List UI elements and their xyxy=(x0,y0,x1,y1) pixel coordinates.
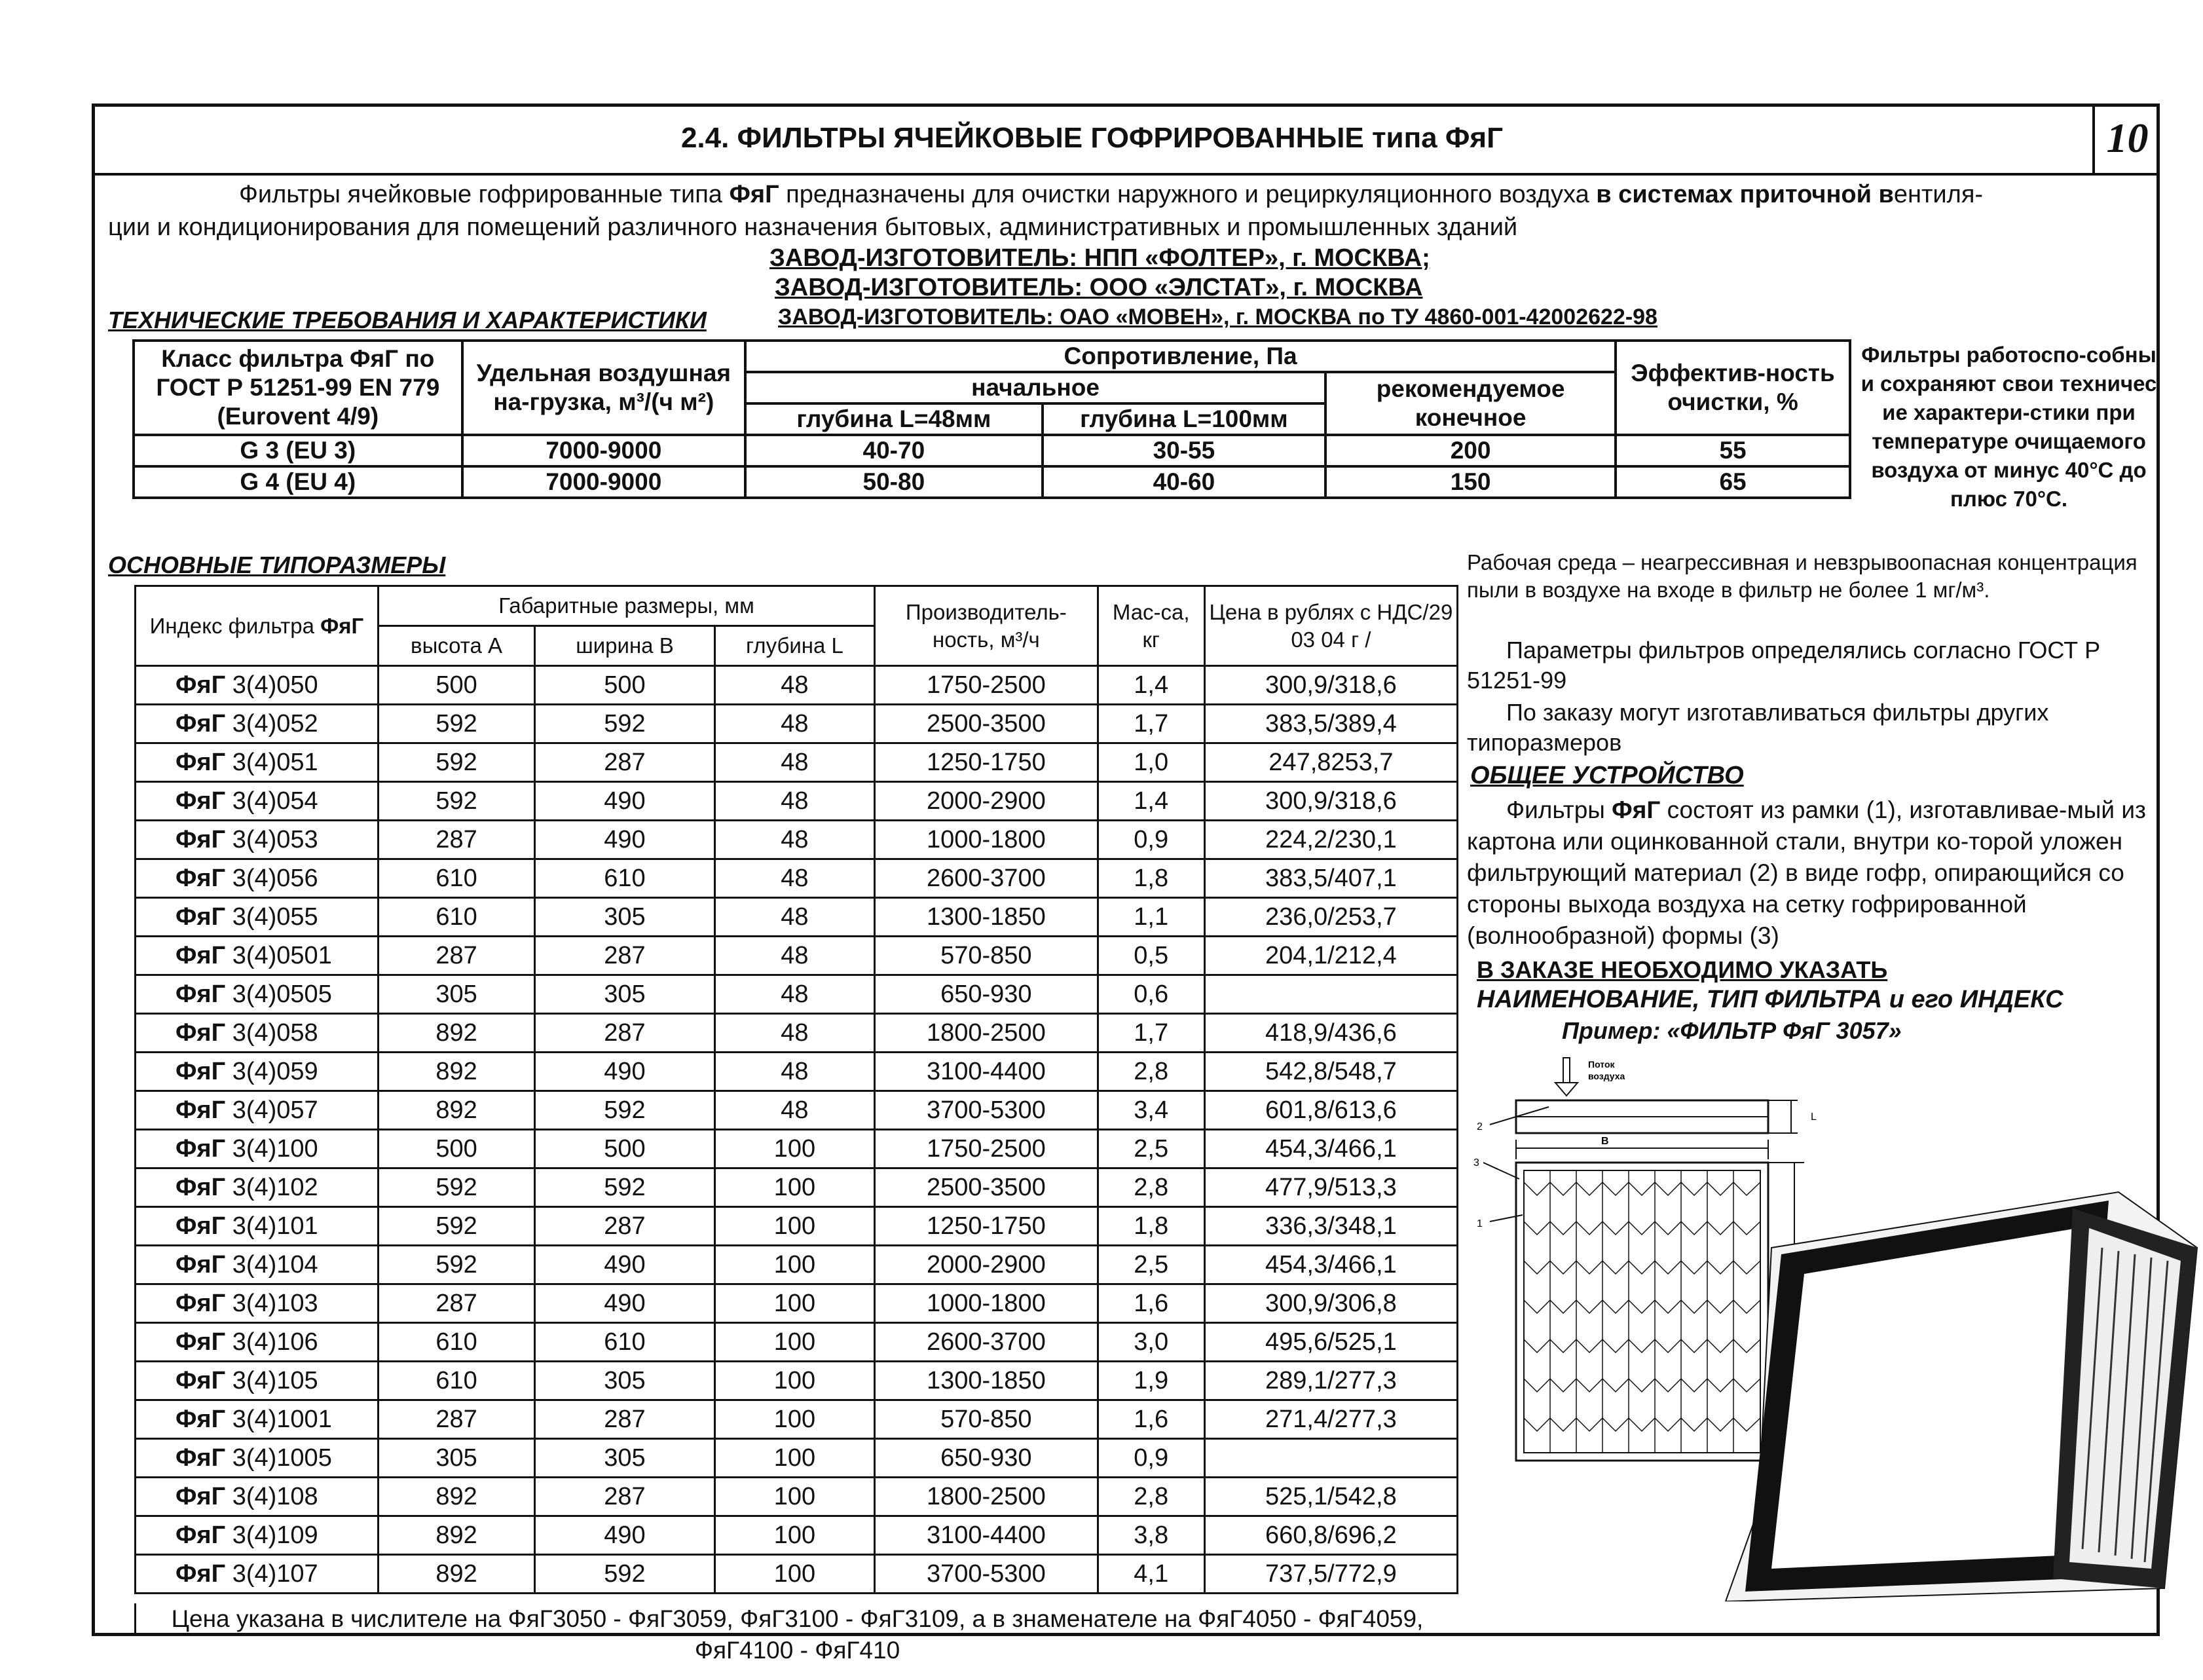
airflow-arrow-icon xyxy=(1555,1058,1578,1096)
tech-heading: ТЕХНИЧЕСКИЕ ТРЕБОВАНИЯ И ХАРАКТЕРИСТИКИ xyxy=(108,307,707,333)
size-row: ФяГ 3(4)051 592 287 48 1250-1750 1,0 247,8253,7 xyxy=(136,743,1458,782)
size-row: ФяГ 3(4)103 287 490 100 1000-1800 1,6 300,9/306,8 xyxy=(136,1284,1458,1323)
label-1: 1 xyxy=(1477,1218,1483,1229)
label-2: 2 xyxy=(1477,1121,1483,1132)
size-row: ФяГ 3(4)105 610 305 100 1300-1850 1,9 289,1/277,3 xyxy=(136,1362,1458,1400)
pleats-pattern xyxy=(1524,1170,1760,1453)
size-row: ФяГ 3(4)053 287 490 48 1000-1800 0,9 224,2/230,1 xyxy=(136,821,1458,859)
page-title: 2.4. ФИЛЬТРЫ ЯЧЕЙКОВЫЕ ГОФРИРОВАННЫЕ типа ФяГ xyxy=(92,103,2092,176)
size-row: ФяГ 3(4)057 892 592 48 3700-5300 3,4 601,8/613,6 xyxy=(136,1091,1458,1130)
label-l: L xyxy=(1811,1111,1817,1123)
filter-drawing xyxy=(1464,1051,2200,1601)
size-row: ФяГ 3(4)1001 287 287 100 570-850 1,6 271,4/277,3 xyxy=(136,1400,1458,1439)
flow-label-2: воздуха xyxy=(1588,1071,1625,1081)
size-row: ФяГ 3(4)059 892 490 48 3100-4400 2,8 542,8/548,7 xyxy=(136,1053,1458,1091)
size-row: ФяГ 3(4)107 892 592 100 3700-5300 4,1 737,5/772,9 xyxy=(136,1555,1458,1594)
size-row: ФяГ 3(4)1005 305 305 100 650-930 0,9 xyxy=(136,1439,1458,1478)
size-row: ФяГ 3(4)106 610 610 100 2600-3700 3,0 495,6/525,1 xyxy=(136,1323,1458,1362)
order-example: Пример: «ФИЛЬТР ФяГ 3057» xyxy=(1562,1017,1902,1044)
temperature-note: Фильтры работоспо-собны и сохраняют свои техничес ие характери-стики при температуре очищаемого воздуха от минус 40°С до плюс 70°С. xyxy=(1861,343,2157,511)
size-row: ФяГ 3(4)056 610 610 48 2600-3700 1,8 383,5/407,1 xyxy=(136,859,1458,898)
filter-front-view xyxy=(1516,1163,1768,1461)
size-row: ФяГ 3(4)050 500 500 48 1750-2500 1,4 300,9/318,6 xyxy=(136,666,1458,705)
other-sizes-note: По заказу могут изготавливаться фильтры других типоразмеров xyxy=(1467,699,2049,756)
size-row: ФяГ 3(4)052 592 592 48 2500-3500 1,7 383,5/389,4 xyxy=(136,705,1458,743)
size-row: ФяГ 3(4)055 610 305 48 1300-1850 1,1 236,0/253,7 xyxy=(136,898,1458,937)
sizes-table: Индекс фильтра ФяГ Габаритные размеры, мм Производитель-ность, м³/ч Мас-са, кг Цена в рублях с НДС/29 03 04 г / высота А ширина В глубина L ФяГ 3(4)050 500 500 48 1750-2500 1,4 300,9/318,6 ФяГ 3(4)052 592 592 48 2500-3500 1,7 383,5/389,4 ФяГ 3(4)051 592 287 48 1250-1750 1,0 247,8253,7 ФяГ 3(4)054 592 490 48 2000-2900 1,4 300,9/318,6 ФяГ 3(4)053 287 490 48 1000-1800 0,9 224,2/230,1 ФяГ 3(4)056 610 610 48 2600-3700 1,8 383,5/407,1 ФяГ 3(4)055 610 305 48 1300-1850 1,1 236,0/253,7 ФяГ 3(4)0501 287 287 48 570-850 0,5 204,1/212,4 ФяГ 3(4)0505 305 305 48 650-930 0,6 ФяГ 3(4)058 892 287 48 1800-2500 1,7 418,9/436,6 ФяГ 3(4)059 892 490 48 3100-4400 2,8 542,8/548,7 ФяГ 3(4)057 892 592 48 3700-5300 3,4 601,8/613,6 ФяГ 3(4)100 500 500 100 1750-2500 2,5 454,3/466,1 ФяГ 3(4)102 592 592 100 2500-3500 2,8 477,9/513,3 ФяГ 3(4)101 592 287 100 1250-1750 1,8 336,3/348,1 ФяГ 3(4)104 592 490 100 2000-2900 2,5 454,3/466,1 ФяГ 3(4)103 287 490 100 1000-1800 1,6 300,9/306,8 ФяГ 3(4)106 610 610 100 2600-3700 3,0 495,6/525,1 ФяГ 3(4)105 610 305 100 1300-1850 1,9 289,1/277,3 ФяГ 3(4)1001 287 287 100 570-850 1,6 271,4/277,3 ФяГ 3(4)1005 305 305 100 650-930 0,9 ФяГ 3(4)108 892 287 100 1800-2500 2,8 525,1/542,8 ФяГ 3(4)109 892 490 100 3100-4400 3,8 660,8/696,2 ФяГ 3(4)107 892 592 100 3700-5300 4,1 737,5/772,9 xyxy=(134,585,1458,1594)
manufacturer-1: ЗАВОД-ИЗГОТОВИТЕЛЬ: НПП «ФОЛТЕР», г. МОСКВА; xyxy=(769,244,1430,272)
filter-photo xyxy=(1726,1192,2197,1601)
size-row: ФяГ 3(4)101 592 287 100 1250-1750 1,8 336,3/348,1 xyxy=(136,1207,1458,1246)
page-number: 10 xyxy=(2092,103,2160,176)
work-medium-note: Рабочая среда – неагрессивная и невзрывоопасная концентрация пыли в воздухе на входе в фильтр не более 1 мг/м³. xyxy=(1467,550,2138,602)
size-row: ФяГ 3(4)102 592 592 100 2500-3500 2,8 477,9/513,3 xyxy=(136,1168,1458,1207)
flow-label-1: Поток xyxy=(1588,1059,1615,1070)
size-row: ФяГ 3(4)0501 287 287 48 570-850 0,5 204,1/212,4 xyxy=(136,937,1458,975)
intro-text: Фильтры ячейковые гофрированные типа ФяГ предназначены для очистки наружного и рециркуляционного воздуха в системах приточной вентиля- ции и кондиционирования для помещений различного назначения бытовых, административных и промышленных зданий xyxy=(108,181,1984,241)
order-line: НАИМЕНОВАНИЕ, ТИП ФИЛЬТРА и его ИНДЕКС xyxy=(1477,986,2064,1013)
size-row: ФяГ 3(4)104 592 490 100 2000-2900 2,5 454,3/466,1 xyxy=(136,1246,1458,1284)
price-footnote: Цена указана в числителе на ФяГ3050 - ФяГ3059, ФяГ3100 - ФяГ3109, а в знаменателе на ФяГ4050 - ФяГ4059, ФяГ4100 - ФяГ410 xyxy=(134,1603,1458,1636)
label-b: B xyxy=(1601,1136,1609,1147)
size-row: ФяГ 3(4)054 592 490 48 2000-2900 1,4 300,9/318,6 xyxy=(136,782,1458,821)
general-text: Фильтры ФяГ состоят из рамки (1), изготавливае-мый из картона или оцинкованной стали, внутри ко-торой уложен фильтрующий материал (2) в виде гофр, опирающийся со стороны выхода воздуха на сетку гофрированной (волнообразной) формы (3) xyxy=(1467,796,2146,949)
params-note: Параметры фильтров определялись согласно ГОСТ Р 51251-99 xyxy=(1467,637,2101,694)
label-3: 3 xyxy=(1473,1157,1479,1168)
size-row: ФяГ 3(4)058 892 287 48 1800-2500 1,7 418,9/436,6 xyxy=(136,1014,1458,1053)
general-heading: ОБЩЕЕ УСТРОЙСТВО xyxy=(1470,762,1744,789)
manufacturer-2: ЗАВОД-ИЗГОТОВИТЕЛЬ: ООО «ЭЛСТАТ», г. МОСКВА xyxy=(775,274,1423,301)
tech-row: G 3 (EU 3) 7000-9000 40-70 30-55 200 55 xyxy=(134,435,1850,466)
tech-row: G 4 (EU 4) 7000-9000 50-80 40-60 150 65 xyxy=(134,466,1850,498)
size-row: ФяГ 3(4)108 892 287 100 1800-2500 2,8 525,1/542,8 xyxy=(136,1478,1458,1516)
order-heading: В ЗАКАЗЕ НЕОБХОДИМО УКАЗАТЬ xyxy=(1477,956,1888,983)
tech-table: Класс фильтра ФяГ по ГОСТ Р 51251-99 EN 779 (Eurovent 4/9) Удельная воздушная на-грузка, м³/(ч м²) Сопротивление, Па Эффектив-ность очистки, % начальное рекомендуемое конечное глубина L=48мм глубина L=100мм G 3 (EU 3) 7000-9000 40-70 30-55 200 55 G 4 (EU 4) 7000-9000 50-80 40-60 150 65 xyxy=(132,339,1851,499)
manufacturer-3: ЗАВОД-ИЗГОТОВИТЕЛЬ: ОАО «МОВЕН», г. МОСКВА по ТУ 4860-001-42002622-98 xyxy=(778,305,1657,329)
size-row: ФяГ 3(4)100 500 500 100 1750-2500 2,5 454,3/466,1 xyxy=(136,1130,1458,1168)
sizes-heading: ОСНОВНЫЕ ТИПОРАЗМЕРЫ xyxy=(108,551,446,578)
size-row: ФяГ 3(4)109 892 490 100 3100-4400 3,8 660,8/696,2 xyxy=(136,1516,1458,1555)
size-row: ФяГ 3(4)0505 305 305 48 650-930 0,6 xyxy=(136,975,1458,1014)
